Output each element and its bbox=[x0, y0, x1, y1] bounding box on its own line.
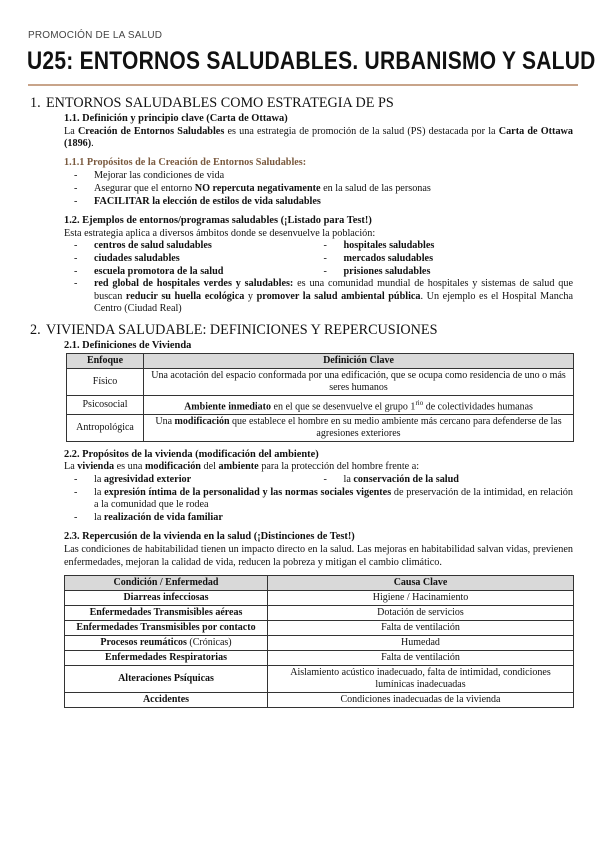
page-title: U25: ENTORNOS SALUDABLES. URBANISMO Y SALUD bbox=[27, 47, 596, 75]
table-row bbox=[67, 414, 574, 441]
section-2-heading: 2. VIVIENDA SALUDABLE: DEFINICIONES Y REPERCUSIONES bbox=[30, 321, 438, 338]
table-cell-value: Falta de ventilación bbox=[268, 621, 574, 636]
paragraph-ottawa: La Creación de Entornos Saludables es una estrategia de promoción de la salud (PS) destacada por la Carta de Ottawa (1896). bbox=[64, 125, 573, 150]
course-kicker: PROMOCIÓN DE LA SALUD bbox=[28, 30, 163, 41]
examples-grid bbox=[74, 240, 573, 278]
table-cell-value: Ambiente inmediato en el que se desenvuelve el grupo $1^{rio}$ de colectividades humanas bbox=[144, 395, 574, 414]
table-row bbox=[65, 621, 574, 636]
list-item: - centros de salud saludables bbox=[74, 240, 324, 253]
table-row bbox=[67, 395, 574, 414]
table-cell-key: Accidentes bbox=[65, 693, 268, 708]
table-cell-value: Aislamiento acústico inadecuado, falta de intimidad, condiciones lumínicas inadecuadas bbox=[268, 666, 574, 693]
table-cell-key: Enfermedades Transmisibles por contacto bbox=[65, 621, 268, 636]
list-item: - prisiones saludables bbox=[324, 266, 574, 279]
list-item: - ciudades saludables bbox=[74, 253, 324, 266]
health-impact-table bbox=[64, 575, 574, 708]
purposes-list bbox=[28, 170, 573, 208]
table-header-cell: Definición Clave bbox=[144, 353, 574, 368]
table-row bbox=[65, 606, 574, 621]
table-cell-value: Falta de ventilación bbox=[268, 651, 574, 666]
table-row bbox=[65, 591, 574, 606]
table-row bbox=[67, 368, 574, 395]
paragraph-examples-intro: Esta estrategia aplica a diversos ámbitos donde se desenvuelve la población: bbox=[64, 227, 376, 239]
subsection-2-2-heading: 2.2. Propósitos de la vivienda (modificación del ambiente) bbox=[64, 448, 319, 460]
list-item: - escuela promotora de la salud bbox=[74, 266, 324, 279]
table-cell-key: Alteraciones Psíquicas bbox=[65, 666, 268, 693]
subsection-1-1-heading: 1.1. Definición y principio clave (Carta de Ottawa) bbox=[64, 113, 288, 124]
table-cell-value: Una modificación que establece el hombre en su medio ambiente más cercano para defenderse de las agresiones exteriores bbox=[144, 414, 574, 441]
table-row bbox=[65, 693, 574, 708]
list-item: - la agresividad exterior bbox=[74, 474, 324, 487]
table-cell-key: Físico bbox=[67, 368, 144, 395]
list-item: - red global de hospitales verdes y saludables: es una comunidad mundial de hospitales y sistemas de salud que buscan reducir su huella ecológica y promover la salud ambiental pública. Un ejemplo es el Hospital Mancha Centro (Ciudad Real) bbox=[74, 278, 573, 316]
table-cell-value: Higiene / Hacinamiento bbox=[268, 591, 574, 606]
vivienda-purposes-list bbox=[28, 487, 573, 525]
list-item: - Asegurar que el entorno NO repercuta negativamente en la salud de las personas bbox=[74, 183, 573, 196]
table-header-cell: Causa Clave bbox=[268, 576, 574, 591]
title-divider bbox=[28, 84, 578, 86]
list-item: - la realización de vida familiar bbox=[74, 512, 573, 525]
table-cell-key: Psicosocial bbox=[67, 395, 144, 414]
paragraph-habitabilidad: Las condiciones de habitabilidad tienen un impacto directo en la salud. Las mejoras en habitabilidad salvan vidas, previenen enfermedades, mejoran la calidad de vida, reducen la pobreza y mitigan el cambio climático. bbox=[64, 543, 573, 568]
table-cell-value: Humedad bbox=[268, 636, 574, 651]
document-body bbox=[28, 95, 573, 708]
subsection-2-1-heading: 2.1. Definiciones de Vivienda bbox=[64, 339, 192, 351]
table-header-cell: Enfoque bbox=[67, 353, 144, 368]
list-item: - la conservación de la salud bbox=[324, 474, 574, 487]
table-row bbox=[65, 636, 574, 651]
vivienda-purposes-grid bbox=[74, 474, 573, 487]
vivienda-definitions-table bbox=[66, 353, 574, 442]
table-cell-value: Una acotación del espacio conformada por una edificación, que se ocupa como residencia de uno o más seres humanos bbox=[144, 368, 574, 395]
table-cell-key: Procesos reumáticos (Crónicas) bbox=[65, 636, 268, 651]
table-cell-key: Enfermedades Transmisibles aéreas bbox=[65, 606, 268, 621]
table-cell-value: Condiciones inadecuadas de la vivienda bbox=[268, 693, 574, 708]
paragraph-vivienda: La vivienda es una modificación del ambiente para la protección del hombre frente a: bbox=[64, 461, 420, 473]
table-cell-key: Antropológica bbox=[67, 414, 144, 441]
table-header-cell: Condición / Enfermedad bbox=[65, 576, 268, 591]
list-item: - FACILITAR la elección de estilos de vida saludables bbox=[74, 196, 573, 209]
table-row bbox=[65, 666, 574, 693]
table-row bbox=[65, 651, 574, 666]
table-header-row bbox=[67, 353, 574, 368]
table-cell-key: Diarreas infecciosas bbox=[65, 591, 268, 606]
subsection-1-2-heading: 1.2. Ejemplos de entornos/programas saludables (¡Listado para Test!) bbox=[64, 215, 372, 227]
list-item: - mercados saludables bbox=[324, 253, 574, 266]
table-cell-key: Enfermedades Respiratorias bbox=[65, 651, 268, 666]
subsection-1-1-1-heading: 1.1.1 Propósitos de la Creación de Entornos Saludables: bbox=[64, 156, 307, 168]
section-1-heading: 1. ENTORNOS SALUDABLES COMO ESTRATEGIA DE PS bbox=[30, 95, 394, 111]
list-item: - Mejorar las condiciones de vida bbox=[74, 170, 573, 183]
table-cell-value: Dotación de servicios bbox=[268, 606, 574, 621]
subsection-2-3-heading: 2.3. Repercusión de la vivienda en la salud (¡Distinciones de Test!) bbox=[64, 531, 355, 543]
red-global-list bbox=[28, 278, 573, 316]
list-item: - la expresión íntima de la personalidad y las normas sociales vigentes de preservación de la intimidad, en relación a la comunidad que le rodea bbox=[74, 487, 573, 512]
list-item: - hospitales saludables bbox=[324, 240, 574, 253]
table-header-row bbox=[65, 576, 574, 591]
